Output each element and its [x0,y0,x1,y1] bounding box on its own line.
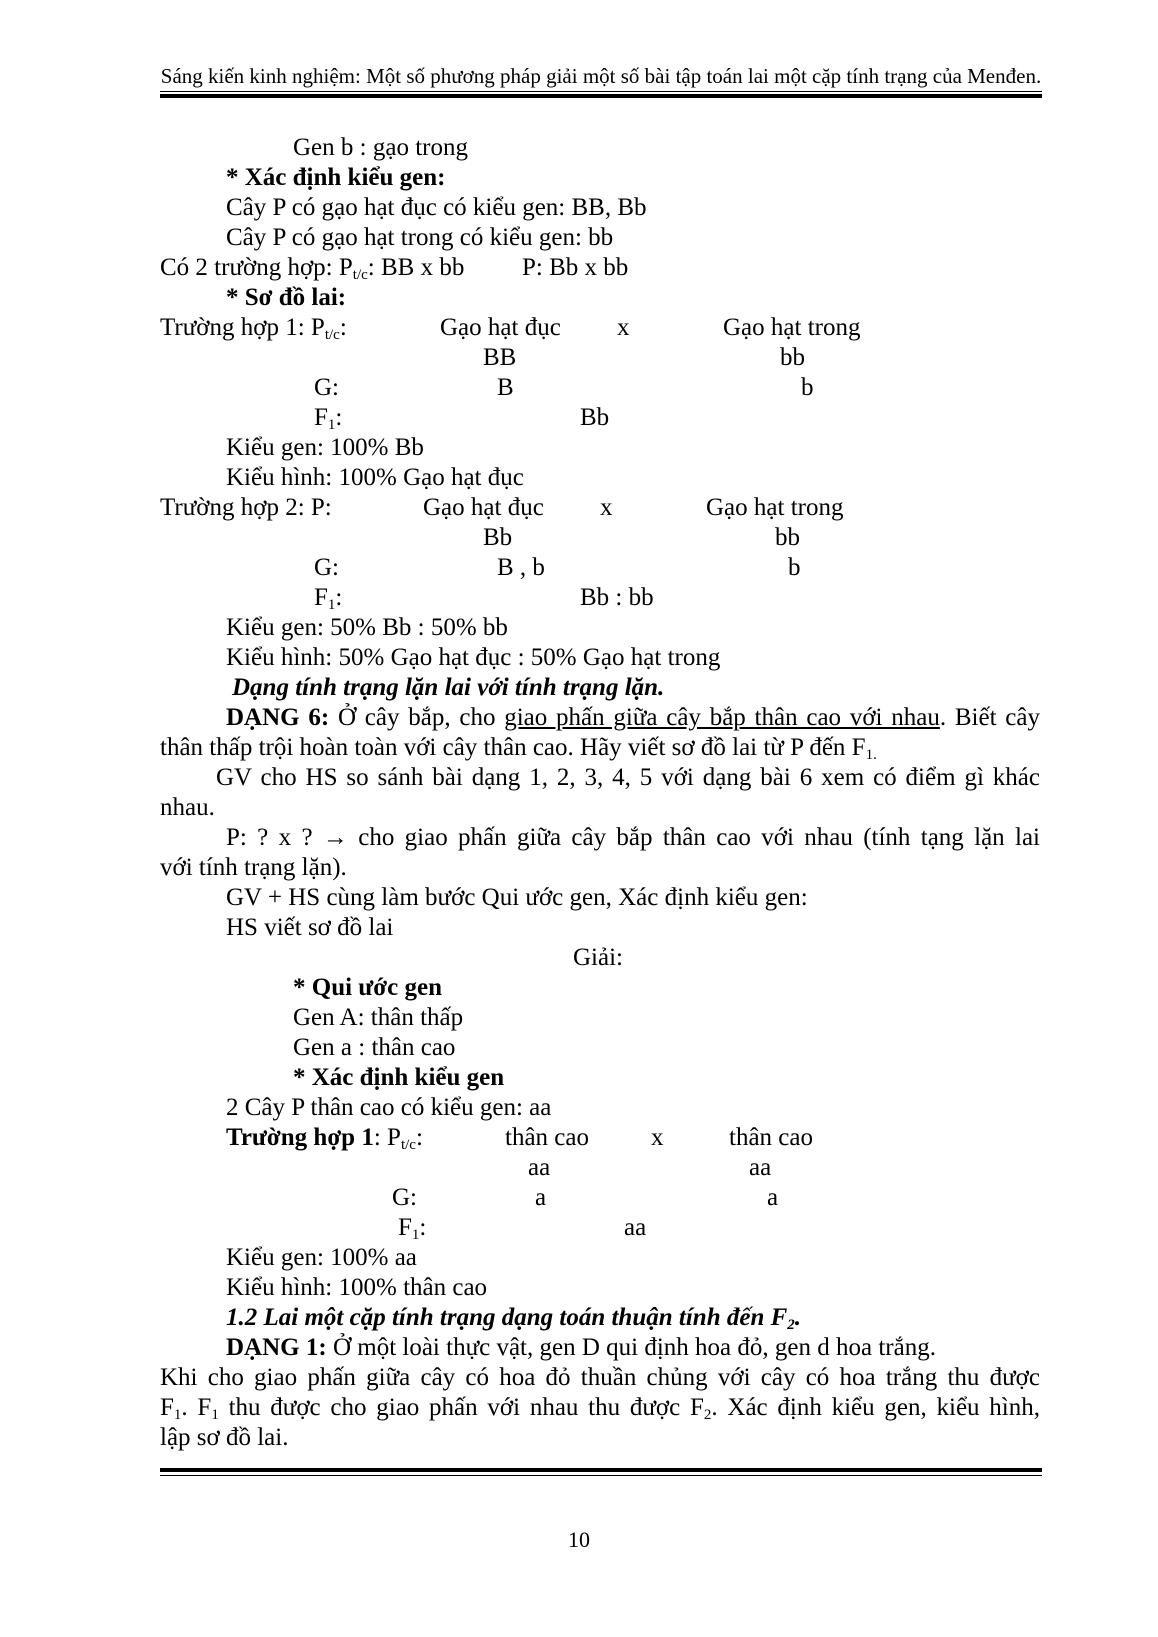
parent-phenotype: Gạo hạt đục [440,314,561,341]
text-line: P: ? x ? → cho giao phấn giữa cây bắp thân cao với nhau (tính tạng lặn lai [226,824,1040,851]
footer-rule-thin [160,1475,1042,1476]
section-heading: * Sơ đồ lai: [226,284,347,311]
text-line: Kiểu hình: 100% Gạo hạt đục [226,464,524,491]
parent-phenotype: Gạo hạt trong [723,314,861,341]
text-line: Có 2 trường hợp: $P_{t/c}$: BB x bb [160,254,465,283]
section-heading: * Xác định kiểu gen: [226,164,446,191]
cross-symbol: x [651,1124,664,1151]
offspring-genotype: Bb : bb [580,584,654,611]
parent-genotype: Bb [483,524,513,551]
header-rule-thick [160,94,1042,98]
parent-genotype: bb [775,524,800,551]
text-line: Kiểu gen: 100% aa [226,1244,417,1271]
gamete: b [788,554,801,581]
text-line: P: Bb x bb [522,254,629,281]
solution-label: Giải: [573,944,623,971]
text-line: HS viết sơ đồ lai [226,914,394,941]
parent-genotype: aa [528,1154,551,1181]
offspring-label: $F_1$: [314,404,343,433]
text-line: $F_1$. $F_1$ thu được cho giao phấn với nhau thu được $F_2$. Xác định kiểu gen, kiểu hình, [160,1394,1041,1423]
offspring-genotype: aa [624,1214,647,1241]
offspring-label: $F_1$: [314,584,343,613]
offspring-genotype: Bb [580,404,610,431]
parent-genotype: BB [483,344,517,371]
parent-phenotype: thân cao [729,1124,813,1151]
cross-label: Trường hợp 2: P: [160,494,332,521]
section-heading: * Xác định kiểu gen [293,1064,505,1091]
gamete: a [767,1184,779,1211]
parent-phenotype: Gạo hạt trong [706,494,844,521]
text-line: lập sơ đồ lai. [160,1424,289,1451]
text-line: Gen b : gạo trong [293,134,468,161]
text-line: Gen a : thân cao [293,1034,456,1061]
text-line: Khi cho giao phấn giữa cây có hoa đỏ thuần chủng với cây có hoa trắng thu được [160,1364,1040,1391]
text-line: Kiểu gen: 100% Bb [226,434,424,461]
footer-rule-thick [160,1468,1042,1472]
cross-symbol: x [600,494,613,521]
text-line: GV + HS cùng làm bước Qui ước gen, Xác định kiểu gen: [226,884,808,911]
page-number: 10 [568,1527,590,1552]
gamete-label: G: [314,374,339,401]
gamete-label: G: [392,1184,417,1211]
cross-label: Trường hợp 1: $P_{t/c}$: [226,1124,423,1153]
gamete-label: G: [314,554,339,581]
gamete: b [801,374,814,401]
section-heading: * Qui ước gen [293,974,442,1001]
text-line: Cây P có gạo hạt trong có kiểu gen: bb [226,224,614,251]
text-line: Kiểu hình: 100% thân cao [226,1274,488,1301]
text-line: nhau. [160,794,215,821]
cross-symbol: x [617,314,630,341]
arrow-icon: → [322,824,348,851]
text-line: Gen A: thân thấp [293,1004,464,1031]
text-line: thân thấp trội hoàn toàn với cây thân cao. Hãy viết sơ đồ lai từ P đến $F_{1.}$ [160,734,877,763]
text-line: Kiểu gen: 50% Bb : 50% bb [226,614,508,641]
text-line: GV cho HS so sánh bài dạng 1, 2, 3, 4, 5 với dạng bài 6 xem có điểm gì khác [216,764,1040,791]
parent-phenotype: thân cao [505,1124,589,1151]
parent-phenotype: Gạo hạt đục [423,494,544,521]
header-rule-thin [160,91,1042,92]
problem-statement: DẠNG 6: Ở cây bắp, cho giao phấn giữa cây bắp thân cao với nhau. Biết cây [226,704,1040,731]
text-line: Cây P có gạo hạt đục có kiểu gen: BB, Bb [226,194,647,221]
text-line: 2 Cây P thân cao có kiểu gen: aa [226,1094,552,1121]
offspring-label: $F_1$: [398,1214,427,1243]
header-title: Sáng kiến kinh nghiệm: Một số phương pháp giải một số bài tập toán lai một cặp tính trạng của Menđen. [160,64,1042,88]
text-line: với tính trạng lặn). [160,854,347,881]
gamete: B , b [497,554,545,581]
gamete: a [535,1184,547,1211]
section-heading: 1.2 Lai một cặp tính trạng dạng toán thuận tính đến $F_2$. [226,1304,802,1333]
problem-statement: DẠNG 1: Ở một loài thực vật, gen D qui định hoa đỏ, gen d hoa trắng. [226,1334,936,1361]
parent-genotype: aa [749,1154,772,1181]
cross-label: Trường hợp 1: $P_{t/c}$: [160,314,347,343]
parent-genotype: bb [780,344,805,371]
text-line: Kiểu hình: 50% Gạo hạt đục : 50% Gạo hạt trong [226,644,721,671]
section-heading: Dạng tính trạng lặn lai với tính trạng lặn. [232,674,665,701]
gamete: B [497,374,514,401]
